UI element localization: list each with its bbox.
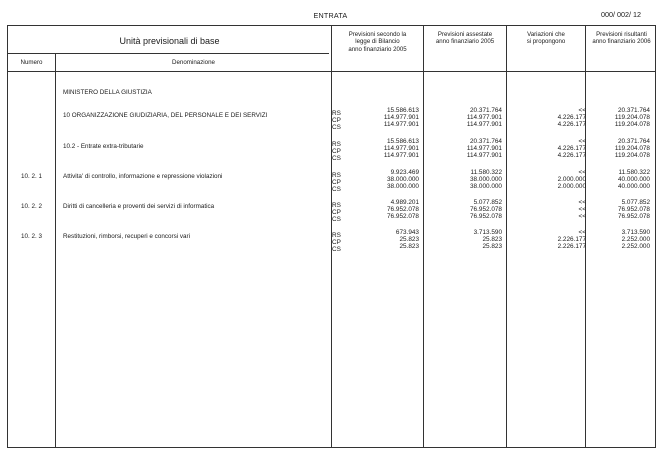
row-variazioni: << 2.000.000 2.000.000 xyxy=(557,169,586,191)
row-denominazione: Attivita' di controllo, informazione e repressione violazioni xyxy=(63,173,223,180)
row-denominazione: Restituzioni, rimborsi, recuperi e concorsi vari xyxy=(63,233,191,240)
row-prev-risultanti: 20.371.764 119.204.078 119.204.078 xyxy=(614,107,650,129)
row-denominazione: 10.2 - Entrate extra-tributarie xyxy=(63,143,144,150)
divider xyxy=(423,26,424,447)
budget-table xyxy=(7,25,656,448)
divider xyxy=(8,53,329,54)
divider xyxy=(8,71,655,72)
header-variazioni: Variazioni che si propongono xyxy=(526,31,566,46)
row-prev-risultanti: 20.371.764 119.204.078 119.204.078 xyxy=(614,138,650,160)
header-previsioni-legge: Previsioni secondo la legge di Bilancio anno finanziario 2005 xyxy=(348,31,407,53)
divider xyxy=(506,26,507,447)
row-denominazione: 10 ORGANIZZAZIONE GIUDIZIARIA, DEL PERSONALE E DEI SERVIZI xyxy=(63,112,268,119)
row-codes: RS CP CS xyxy=(332,232,341,254)
row-variazioni: << 4.226.177 4.226.177 xyxy=(557,107,586,129)
row-prev-risultanti: 5.077.852 76.952.078 76.952.078 xyxy=(618,199,650,221)
row-codes: RS CP CS xyxy=(332,110,341,132)
header-denominazione: Denominazione xyxy=(172,59,215,66)
row-prev-assestate: 5.077.852 76.952.078 76.952.078 xyxy=(470,199,502,221)
divider xyxy=(55,53,56,447)
row-numero: 10. 2. 2 xyxy=(20,203,42,210)
row-numero: 10. 2. 1 xyxy=(20,173,42,180)
row-prev-assestate: 20.371.764 114.977.901 114.977.901 xyxy=(466,107,502,129)
row-prev-assestate: 20.371.764 114.977.901 114.977.901 xyxy=(466,138,502,160)
ministry-name: MINISTERO DELLA GIUSTIZIA xyxy=(63,89,152,96)
row-codes: RS CP CS xyxy=(332,141,341,163)
row-prev-legge: 673.943 25.823 25.823 xyxy=(395,229,419,251)
row-numero: 10. 2. 3 xyxy=(20,233,42,240)
row-prev-legge: 9.923.469 38.000.000 38.000.000 xyxy=(387,169,419,191)
row-prev-assestate: 3.713.590 25.823 25.823 xyxy=(473,229,502,251)
page-title: ENTRATA xyxy=(313,11,348,20)
header-unita-previsionali: Unità previsionali di base xyxy=(119,36,220,46)
row-variazioni: << 4.226.177 4.226.177 xyxy=(557,138,586,160)
row-prev-legge: 15.586.613 114.977.901 114.977.901 xyxy=(383,107,419,129)
row-prev-risultanti: 3.713.590 2.252.000 2.252.000 xyxy=(621,229,650,251)
header-previsioni-risultanti: Previsioni risultanti anno finanziario 2006 xyxy=(592,31,651,46)
row-prev-legge: 15.586.613 114.977.901 114.977.901 xyxy=(383,138,419,160)
row-denominazione: Diritti di cancelleria e proventi dei servizi di informatica xyxy=(63,203,215,210)
row-variazioni: << << << xyxy=(578,199,586,221)
row-prev-legge: 4.989.201 76.952.078 76.952.078 xyxy=(387,199,419,221)
row-prev-assestate: 11.580.322 38.000.000 38.000.000 xyxy=(470,169,502,191)
row-codes: RS CP CS xyxy=(332,202,341,224)
row-prev-risultanti: 11.580.322 40.000.000 40.000.000 xyxy=(618,169,650,191)
row-variazioni: << 2.226.177 2.226.177 xyxy=(557,229,586,251)
header-numero: Numero xyxy=(20,59,43,66)
row-codes: RS CP CS xyxy=(332,172,341,194)
page-code: 000/ 002/ 12 xyxy=(601,10,641,19)
header-previsioni-assestate: Previsioni assestate anno finanziario 2005 xyxy=(435,31,495,46)
